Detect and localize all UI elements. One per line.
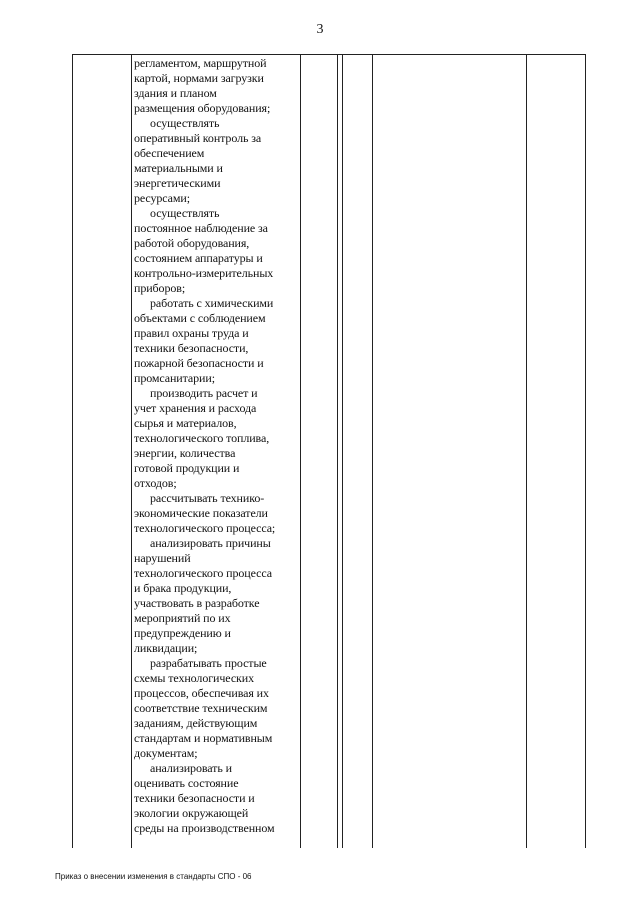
column-divider-6 — [526, 55, 527, 848]
text-line: рассчитывать технико- — [150, 491, 265, 505]
text-line: технологического топлива, — [134, 431, 270, 445]
text-line: регламентом, маршрутной — [134, 56, 267, 70]
text-line: размещения оборудования; — [134, 101, 271, 115]
column-divider-2 — [300, 55, 301, 848]
text-line: учет хранения и расхода — [134, 401, 257, 415]
text-line: отходов; — [134, 476, 177, 490]
text-line: документам; — [134, 746, 198, 760]
text-line: среды на производственном — [134, 821, 275, 835]
text-line: энергетическими — [134, 176, 221, 190]
competency-text-cell — [134, 55, 298, 836]
text-line: нарушений — [134, 551, 191, 565]
text-line: разрабатывать простые — [150, 656, 267, 670]
text-line: пожарной безопасности и — [134, 356, 264, 370]
text-line: ликвидации; — [134, 641, 198, 655]
text-line: осуществлять — [150, 116, 220, 130]
text-line: предупреждению и — [134, 626, 231, 640]
text-line: технологического процесса; — [134, 521, 276, 535]
text-line: схемы технологических — [134, 671, 254, 685]
text-line: приборов; — [134, 281, 186, 295]
text-line: контрольно-измерительных — [134, 266, 274, 280]
text-line: работой оборудования, — [134, 236, 250, 250]
text-line: здания и планом — [134, 86, 217, 100]
text-line: оценивать состояние — [134, 776, 239, 790]
text-line: материальными и — [134, 161, 223, 175]
text-line: и брака продукции, — [134, 581, 232, 595]
text-line: работать с химическими — [150, 296, 274, 310]
text-line: техники безопасности и — [134, 791, 255, 805]
text-line: соответствие техническим — [134, 701, 268, 715]
text-line: мероприятий по их — [134, 611, 231, 625]
text-line: экономические показатели — [134, 506, 268, 520]
text-line: состоянием аппаратуры и — [134, 251, 263, 265]
text-line: объектами с соблюдением — [134, 311, 266, 325]
text-line: производить расчет и — [150, 386, 258, 400]
text-line: заданиям, действующим — [134, 716, 258, 730]
text-line: сырья и материалов, — [134, 416, 237, 430]
text-line: участвовать в разработке — [134, 596, 260, 610]
text-line: обеспечением — [134, 146, 205, 160]
text-line: экологии окружающей — [134, 806, 249, 820]
text-line: стандартам и нормативным — [134, 731, 273, 745]
text-line: оперативный контроль за — [134, 131, 262, 145]
text-line: анализировать причины — [150, 536, 271, 550]
text-line: техники безопасности, — [134, 341, 249, 355]
text-line: технологического процесса — [134, 566, 272, 580]
text-line: энергии, количества — [134, 446, 236, 460]
column-divider-4 — [342, 55, 343, 848]
text-line: промсанитарии; — [134, 371, 215, 385]
column-divider-1 — [131, 55, 132, 848]
page-number: 3 — [316, 22, 324, 37]
text-line: правил охраны труда и — [134, 326, 249, 340]
text-line: ресурсами; — [134, 191, 190, 205]
footer-text: Приказ о внесении изменения в стандарты СПО - 06 — [55, 872, 252, 881]
document-table — [72, 54, 586, 848]
text-line: готовой продукции и — [134, 461, 240, 475]
text-line: постоянное наблюдение за — [134, 221, 268, 235]
column-divider-5 — [372, 55, 373, 848]
text-line: процессов, обеспечивая их — [134, 686, 269, 700]
text-line: анализировать и — [150, 761, 232, 775]
text-line: картой, нормами загрузки — [134, 71, 264, 85]
column-divider-3 — [337, 55, 338, 848]
text-line: осуществлять — [150, 206, 220, 220]
